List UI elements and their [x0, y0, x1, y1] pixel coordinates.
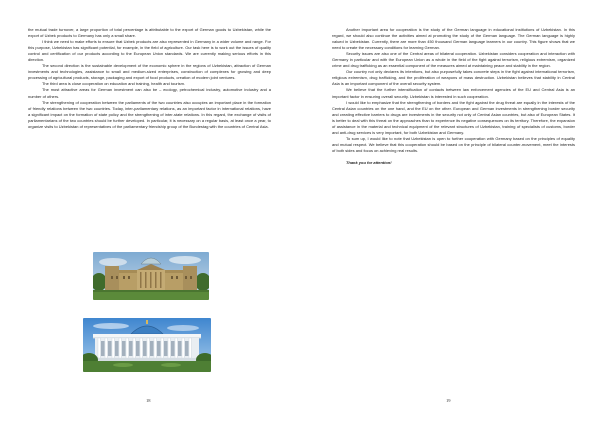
- left-page-text: [28, 27, 271, 130]
- paragraph: The most attractive areas for German investment can also be – ecology, petrochemical industry, automotive industry and a number of others.: [28, 87, 271, 99]
- paragraph: Another important area for cooperation is the study of the German language in educational institutions of Uzbekistan. In this regard, we should also continue the activities aimed at promoting the study of the German language. The German language is highly valued in Uzbekistan. Currently, there are more than 450 thousand German language learners in our country. This figure shows that we need to create the necessary conditions for learning German.: [332, 27, 575, 51]
- paragraph: The third area is close cooperation on education and training, health and tourism.: [42, 81, 186, 87]
- right-page-text: [332, 27, 575, 166]
- paragraph: The strengthening of cooperation between the parliaments of the two countries also occupies an important place in the formation of friendly relations between the two countries. Today, inter-parliamentary relations, as an important factor in international relations, have a significant impact on the formation of state policy and the strengthening of inter-state relations. In this regard, the exchange of visits of parliamentarians of the two countries should be further developed. In particular, it is necessary on a regular basis, at least once a year, to organize visits to Uzbekistan of representatives of the parliamentary friendship group of the Bundestag with the countries of Central Asia.: [28, 99, 271, 129]
- paragraph: We believe that the further intensification of contacts between law enforcement agencies of the EU and Central Asia is an important factor in ensuring overall security. Uzbekistan is interested in such cooperation.: [332, 87, 575, 99]
- paragraph: To sum up, I would like to note that Uzbekistan is open to further cooperation with Germany based on the principles of equality and mutual respect. We believe that this cooperation should be based on the principle of bilateral counter-movement, meet the interests of both sides and focus on achieving real results.: [332, 135, 575, 153]
- page-number: 18: [146, 398, 151, 403]
- parliament-photo: [83, 318, 211, 372]
- paragraph: I think we need to make efforts to ensure that Uzbek products are also represented in Germany in a wider volume and range. For this purpose, Uzbekistan has significant potential, for example, in the field of agriculture. Our task here is to work out the issues of quality control and certification of our products according to the European Union standards. We are currently making serious efforts in this direction.: [28, 39, 271, 63]
- page-number: 19: [446, 398, 451, 403]
- closing-line: Thank you for attention!: [346, 159, 392, 165]
- paragraph: the mutual trade turnover, a large proportion of total percentage is attributable to the export of German goods to Uzbekistan, while the export of Uzbek products to Germany has only a small share.: [28, 27, 271, 39]
- paragraph: Security issues are also one of the Central areas of bilateral cooperation. Uzbekistan considers cooperation and interaction with Germany in particular and with the European Union as a whole in the field of the fight against terrorism, religious extremism, organized crime and drug trafficking as an essential component of the measures aimed at maintaining peace and stability in the region.: [332, 51, 575, 69]
- paragraph: Our country not only declares its intentions, but also purposefully takes concrete steps in the fight against international terrorism, religious extremism, drug trafficking, and the proliferation of weapons of mass destruction. Uzbekistan believes that stability in Central Asia is an important component of the overall security system.: [332, 69, 575, 87]
- paragraph: The second direction is the sustainable development of the economic sphere in the regions of Uzbekistan, attraction of German investments and technologies, assistance to small and medium-sized enterprises, construction of complexes for growing and deep processing of agricultural products, storage, packaging and export of food products, creation of modern joint ventures.: [28, 63, 271, 81]
- right-page: [300, 0, 600, 424]
- reichstag-photo: [93, 252, 209, 300]
- paragraph: I would like to emphasize that the strengthening of borders and the fight against the drug threat are equally in the interests of the Central Asian countries on the one hand, and the EU on the other. European and German investments in strengthening border security and creating effective barriers to drugs are investments in the security not only of Central Asian countries, but also of European States. It is better to deal with this threat on the approaches than to experience its negative consequences on its territory. Therefore, the expansion of assistance in the material and technical equipment of the relevant structures of Uzbekistan, training of specialists of customs, border and anti-drug services is very important, for both Uzbekistan and Germany.: [332, 99, 575, 135]
